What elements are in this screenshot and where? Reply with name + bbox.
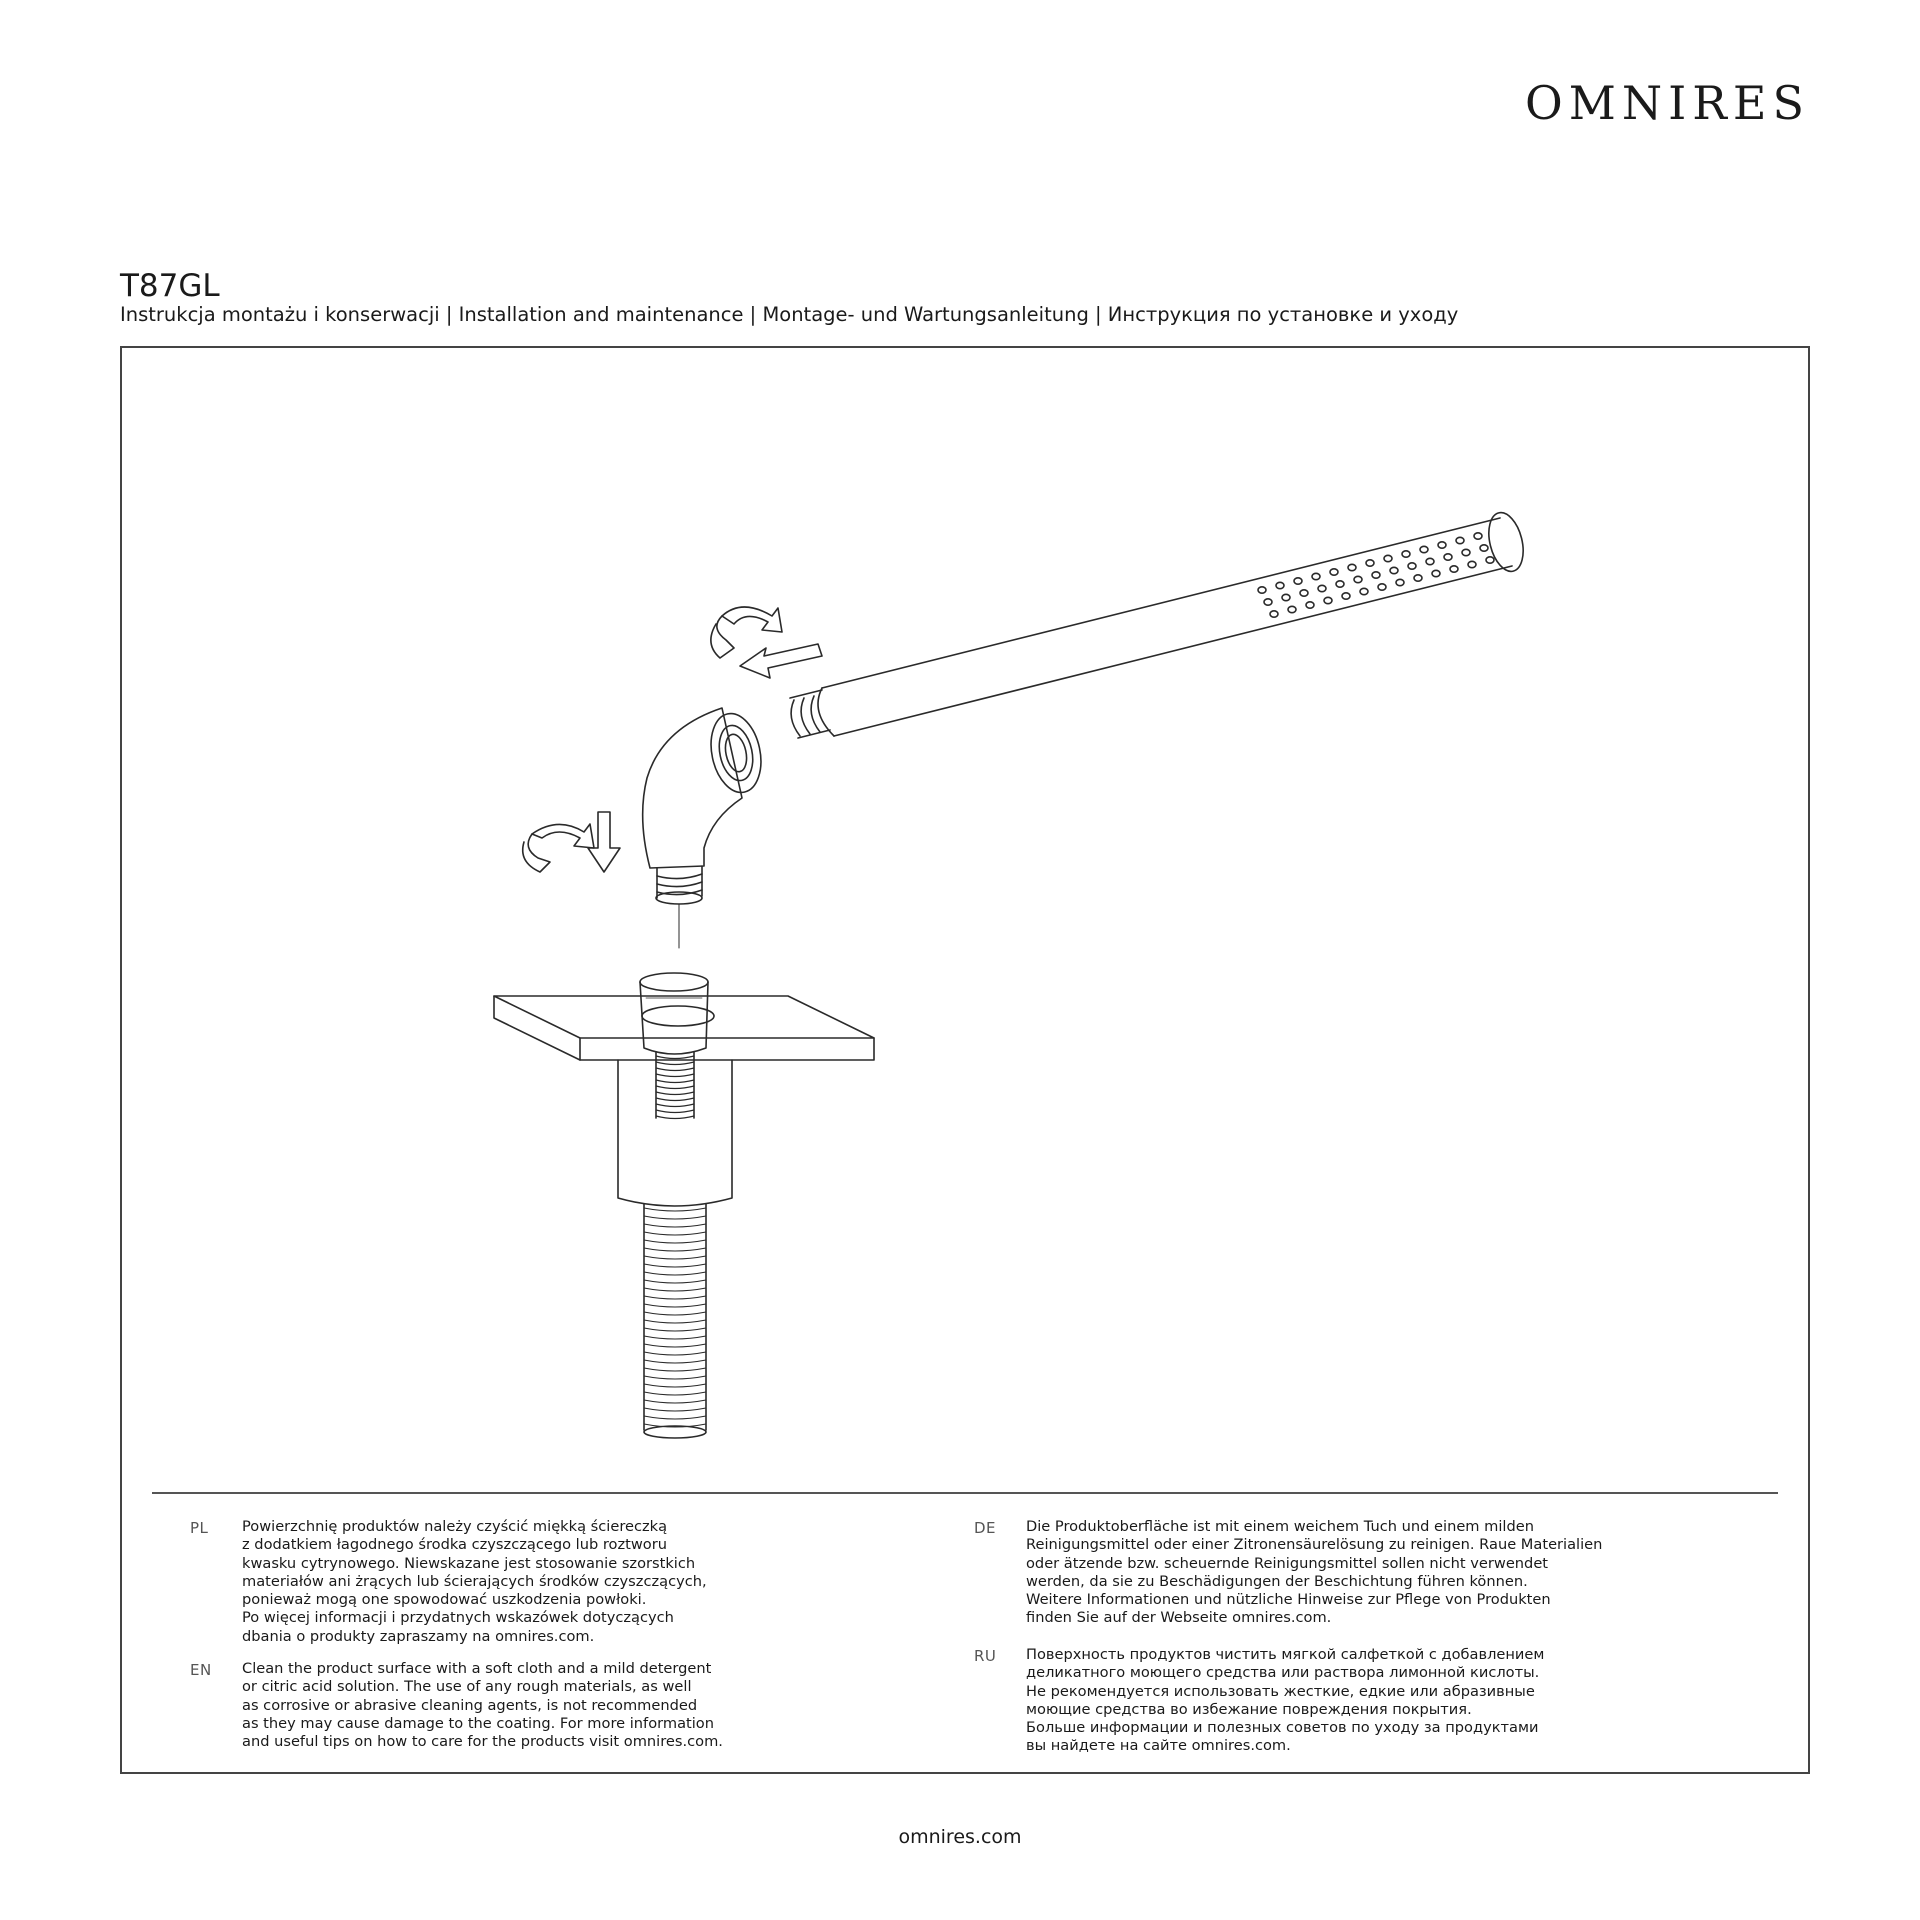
nozzle-dot	[1336, 581, 1344, 587]
lang-code: RU	[974, 1647, 997, 1665]
nozzle-dot	[1414, 575, 1422, 581]
footer-url: omnires.com	[898, 1826, 1022, 1848]
hose-nut	[640, 973, 708, 1054]
nozzle-dot	[1378, 584, 1386, 590]
nozzle-dot	[1420, 546, 1428, 552]
shower-hose	[644, 1204, 706, 1438]
note-text: Die Produktoberfläche ist mit einem weichem Tuch und einem milden Reinigungsmittel oder einer Zitronensäurelösung zu reinigen. Raue Materialien oder ätzende bzw. scheuernde Reinigungsmittel sollen nicht verwendet werden, da sie zu Beschädigungen der Beschichtung führen können. Weitere Informationen und nützliche Hinweise zur Pflege von Produkten finden Sie auf der Webseite omnires.com.	[1026, 1518, 1603, 1627]
nozzle-dot	[1444, 554, 1452, 560]
note-pl	[190, 1518, 707, 1646]
nozzle-dot	[1354, 576, 1362, 582]
maintenance-notes	[122, 1518, 1808, 1758]
nozzle-dot	[1390, 567, 1398, 573]
note-text: Powierzchnię produktów należy czyścić miękką ściereczką z dodatkiem łagodnego środka czyszczącego lub roztworu kwasku cytrynowego. Niewskazane jest stosowanie szorstkich materiałów ani żrących lub ścierających środków czyszczących, ponieważ mogą one spowodować uszkodzenia powłoki. Po więcej informacji i przydatnych wskazówek dotyczących dbania o produkty zapraszamy na omnires.com.	[242, 1518, 707, 1645]
nozzle-dot	[1276, 582, 1284, 588]
note-text: Clean the product surface with a soft cloth and a mild detergent or citric acid solution. The use of any rough materials, as well as corrosive or abrasive cleaning agents, is not recommended as they may cause damage to the coating. For more information and useful tips on how to care for the products visit omnires.com.	[242, 1660, 723, 1751]
nozzle-dot	[1432, 570, 1440, 576]
nozzle-dot	[1318, 585, 1326, 591]
nozzle-dot	[1270, 611, 1278, 617]
lang-code: DE	[974, 1519, 997, 1537]
instruction-frame	[120, 346, 1810, 1774]
nozzle-dot	[1384, 555, 1392, 561]
nozzle-dot	[1462, 549, 1470, 555]
note-text: Поверхность продуктов чистить мягкой салфеткой с добавлением деликатного моющего средства или раствора лимонной кислоты. Не рекомендуется использовать жесткие, едкие или абразивные моющие средства во избежание повреждения покрытия. Больше информации и полезных советов по уходу за продуктами вы найдете на сайте omnires.com.	[1026, 1646, 1545, 1755]
nozzle-dot	[1264, 599, 1272, 605]
nozzle-dot	[1474, 533, 1482, 539]
lang-code: PL	[190, 1519, 209, 1537]
model-title: T87GL	[120, 268, 220, 304]
note-de	[974, 1518, 1602, 1628]
brand-logo: OMNIRES	[1525, 76, 1810, 130]
nozzle-dot	[1330, 569, 1338, 575]
spray-nozzles	[1258, 533, 1494, 617]
push-arrow-icon	[740, 644, 822, 678]
nozzle-dot	[1408, 563, 1416, 569]
nozzle-dot	[1306, 602, 1314, 608]
nozzle-dot	[1300, 590, 1308, 596]
nozzle-dot	[1486, 557, 1494, 563]
nozzle-dot	[1456, 537, 1464, 543]
rotate-arrow-icon	[523, 824, 594, 872]
note-en	[190, 1660, 723, 1751]
nozzle-dot	[1366, 560, 1374, 566]
nozzle-dot	[1342, 593, 1350, 599]
nozzle-dot	[1294, 578, 1302, 584]
nozzle-dot	[1396, 579, 1404, 585]
nozzle-dot	[1312, 573, 1320, 579]
note-ru	[974, 1646, 1544, 1756]
nozzle-dot	[1468, 561, 1476, 567]
rotate-arrow-icon	[711, 607, 782, 658]
lang-code: EN	[190, 1661, 212, 1679]
nozzle-dot	[1360, 588, 1368, 594]
elbow-connector	[643, 708, 768, 904]
hose-spring-top	[656, 1052, 694, 1119]
nozzle-dot	[1450, 566, 1458, 572]
nozzle-dot	[1372, 572, 1380, 578]
nozzle-dot	[1258, 587, 1266, 593]
nozzle-dot	[1480, 545, 1488, 551]
nozzle-dot	[1324, 597, 1332, 603]
nozzle-dot	[1282, 594, 1290, 600]
nozzle-dot	[1426, 558, 1434, 564]
nozzle-dot	[1348, 564, 1356, 570]
nozzle-dot	[1288, 606, 1296, 612]
nozzle-dot	[1438, 542, 1446, 548]
assembly-illustration	[122, 348, 1808, 1488]
section-divider	[152, 1492, 1778, 1494]
hand-shower	[790, 509, 1529, 738]
nozzle-dot	[1402, 551, 1410, 557]
square-flange	[494, 996, 874, 1060]
document-subtitle: Instrukcja montażu i konserwacji | Installation and maintenance | Montage- und Wartungsanleitung | Инструкция по установке и уходу	[120, 303, 1459, 326]
